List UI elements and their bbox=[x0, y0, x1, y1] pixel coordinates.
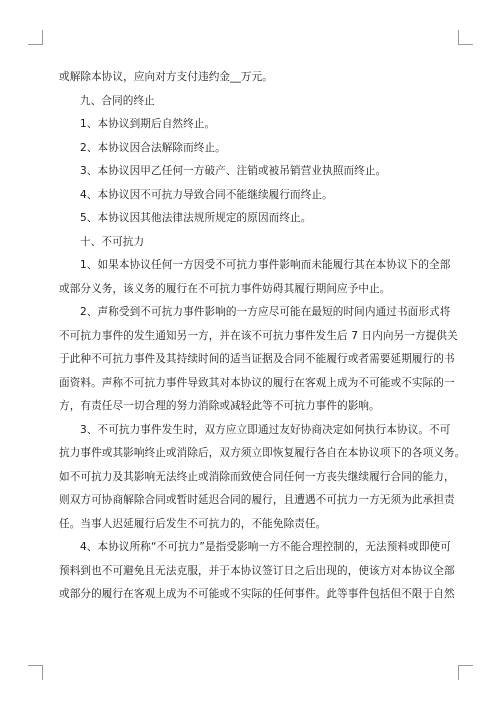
paragraph-line: 方，有责任尽一切合理的努力消除或减轻此等不可抗力事件的影响。 bbox=[59, 400, 380, 412]
clause-item: 1、本协议到期后自然终止。 bbox=[80, 118, 216, 130]
paragraph-line: 2、声称受到不可抗力事件影响的一方应尽可能在最短的时间内通过书面形式将 bbox=[80, 306, 451, 318]
paragraph-line: 则双方可协商解除合同或暂时延迟合同的履行，且遭遇不可抗力一方无须为此承担责 bbox=[59, 494, 455, 506]
paragraph-line: 不可抗力事件的发生通知另一方，并在该不可抗力事件发生后 7 日内向另一方提供关 bbox=[59, 329, 458, 342]
crop-mark-bottom-left bbox=[28, 665, 43, 680]
crop-mark-top-right bbox=[458, 30, 473, 45]
clause-item: 5、本协议因其他法律法规所规定的原因而终止。 bbox=[80, 212, 312, 224]
paragraph-line: 4、本协议所称“不可抗力”是指受影响一方不能合理控制的，无法预料或即使可 bbox=[80, 541, 451, 553]
section-heading-force-majeure: 十、不可抗力 bbox=[80, 235, 145, 248]
paragraph-line: 面资料。声称不可抗力事件导致其对本协议的履行在客观上成为不可能或不实际的一 bbox=[59, 376, 455, 389]
paragraph-line: 任。当事人迟延履行后发生不可抗力的，不能免除责任。 bbox=[59, 517, 327, 530]
section-heading-termination: 九、合同的终止 bbox=[80, 94, 155, 107]
clause-item: 4、本协议因不可抗力导致合同不能继续履行而终止。 bbox=[80, 188, 333, 201]
document-body bbox=[59, 66, 466, 607]
clause-item: 2、本协议因合法解除而终止。 bbox=[80, 141, 226, 154]
paragraph-line: 1、如果本协议任何一方因受不可抗力事件影响而未能履行其在本协议下的全部 bbox=[80, 259, 451, 271]
paragraph-line: 或解除本协议，应向对方支付违约金__万元。 bbox=[59, 71, 273, 83]
crop-mark-bottom-right bbox=[458, 665, 473, 680]
paragraph-line: 或部分义务，该义务的履行在不可抗力事件妨碍其履行期间应予中止。 bbox=[59, 282, 391, 295]
paragraph-line: 如不可抗力及其影响无法终止或消除而致使合同任何一方丧失继续履行合同的能力， bbox=[59, 470, 455, 483]
paragraph-line: 抗力事件或其影响终止或消除后，双方须立即恢复履行各自在本协议项下的各项义务。 bbox=[59, 447, 466, 459]
paragraph-line: 预料到也不可避免且无法克服，并于本协议签订日之后出现的，使该方对本协议全部 bbox=[59, 564, 455, 577]
paragraph-line: 于此种不可抗力事件及其持续时间的适当证据及合同不能履行或者需要延期履行的书 bbox=[59, 353, 455, 365]
paragraph-line: 3、不可抗力事件发生时，双方应立即通过友好协商决定如何执行本协议。不可 bbox=[80, 423, 451, 436]
paragraph-line: 或部分的履行在客观上成为不可能或不实际的任何事件。此等事件包括但不限于自然 bbox=[59, 588, 455, 600]
crop-mark-top-left bbox=[28, 30, 43, 45]
clause-item: 3、本协议因甲乙任何一方破产、注销或被吊销营业执照而终止。 bbox=[80, 165, 387, 177]
